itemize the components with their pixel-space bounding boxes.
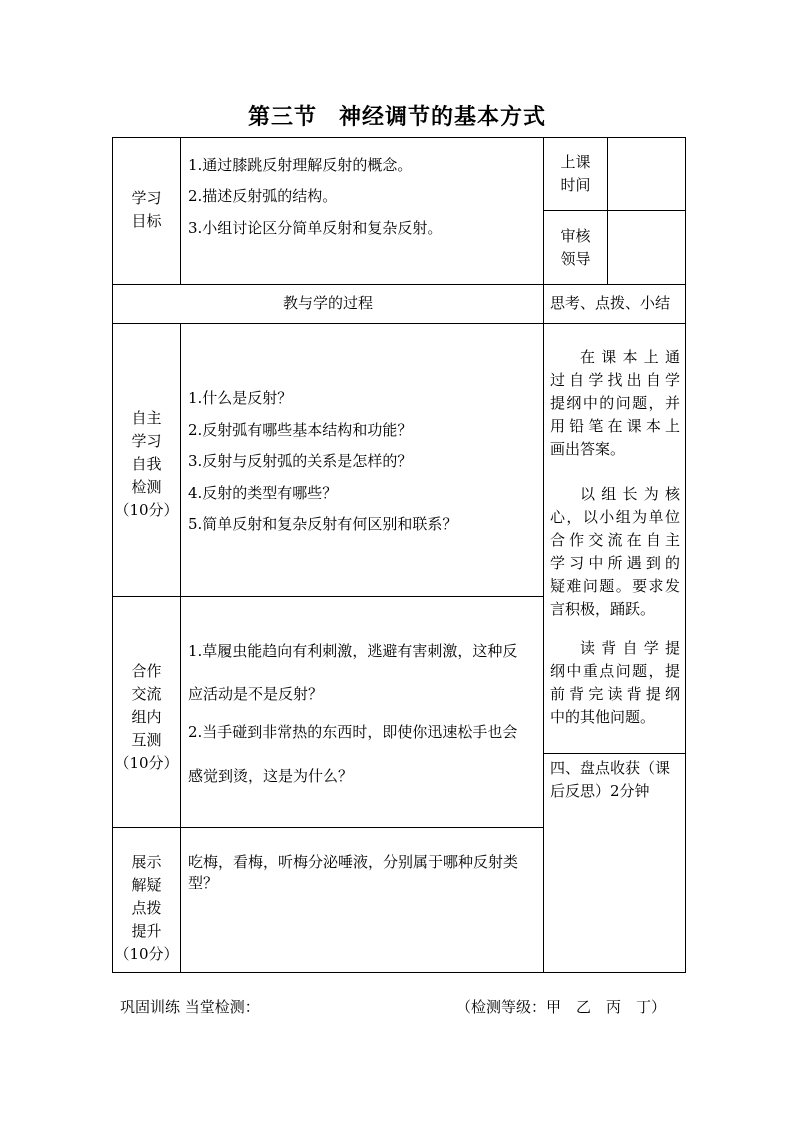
table-line-time-value [607, 137, 608, 285]
title-section: 第三节 [247, 104, 317, 130]
label-line: 自主 [131, 409, 162, 427]
table-border-right [685, 137, 686, 973]
class-time-label [544, 151, 607, 197]
label-line: 学习 [131, 432, 162, 450]
label-line: 合作 [131, 662, 162, 680]
side-note-line: 中的其他问题。 [550, 708, 656, 726]
table-border-top [112, 137, 686, 138]
side-note-line: 以组长为核 [580, 485, 680, 503]
table-line-section-label [180, 323, 181, 973]
label-line: 自我 [131, 455, 162, 473]
side-note-line: 用铅笔在课本上 [550, 417, 680, 435]
class-time-label-line: 时间 [560, 176, 591, 194]
reviewer-label-line: 领导 [560, 250, 591, 268]
side-note-line: 纲中重点问题，提 [550, 662, 680, 680]
label-line: 解疑 [131, 876, 162, 894]
label-line: 互测 [131, 731, 162, 749]
table-line-cooperation-bottom [112, 827, 543, 828]
objectives-label-line: 学习 [131, 189, 162, 207]
side-note-line: 合作交流在自主 [550, 531, 680, 549]
summary-note [550, 757, 685, 803]
objectives-label [113, 187, 180, 233]
objective-item: 2.描述反射弧的结构。 [188, 187, 338, 205]
objective-item: 1.通过膝跳反射理解反射的概念。 [188, 156, 413, 174]
side-note-line: 前背完读背提纲 [550, 685, 680, 703]
reviewer-label-line: 审核 [560, 227, 591, 245]
question-item: 3.反射与反射弧的关系是怎样的？ [188, 452, 413, 470]
footer-practice-label: 巩固训练 当堂检测： [120, 998, 260, 1016]
side-note-line: 读背自学提 [580, 639, 680, 657]
side-note-cooperation [550, 483, 680, 621]
table-line-self-study-bottom [112, 596, 543, 597]
display-label [113, 851, 180, 966]
table-line-objectives-label [180, 137, 181, 285]
summary-line: 后反思）2分钟 [550, 782, 650, 800]
side-note-line: 心，以小组为单位 [550, 508, 680, 526]
side-note-line: 提纲中的问题，并 [550, 394, 680, 412]
label-line: 组内 [131, 708, 162, 726]
question-item: 2.反射弧有哪些基本结构和功能？ [188, 421, 413, 439]
process-header: 教与学的过程 [282, 294, 373, 312]
label-line: 点拨 [131, 899, 162, 917]
question-line: 应活动是不是反射？ [188, 685, 324, 703]
label-line: （10分） [114, 754, 179, 772]
objectives-label-line: 目标 [131, 212, 162, 230]
question-line: 型？ [188, 874, 219, 892]
side-note-line: 在课本上通 [580, 348, 680, 366]
page-title [0, 100, 794, 131]
question-line: 感觉到烫，这是为什么？ [188, 767, 354, 785]
side-note-line: 画出答案。 [550, 440, 626, 458]
table-line-summary-top [543, 753, 686, 754]
label-line: 提升 [131, 922, 162, 940]
side-note-recite [550, 637, 680, 729]
self-study-label [113, 407, 180, 522]
label-line: 展示 [131, 853, 162, 871]
question-item: 1.什么是反射？ [188, 389, 293, 407]
class-time-label-line: 上课 [560, 153, 591, 171]
reviewer-label [544, 225, 607, 271]
table-line-time-divider [543, 210, 686, 211]
side-note-line: 过自学找出自学 [550, 371, 680, 389]
question-line: 2.当手碰到非常热的东西时，即使你迅速松手也会 [188, 723, 518, 741]
cooperation-label [113, 660, 180, 775]
question-item: 4.反射的类型有哪些？ [188, 484, 338, 502]
summary-line: 四、盘点收获（课 [550, 759, 671, 777]
side-note-self-study [550, 346, 680, 461]
side-note-line: 学习中所遇到的 [550, 554, 680, 572]
title-topic: 神经调节的基本方式 [339, 104, 547, 130]
question-line: 1.草履虫能趋向有利刺激，逃避有害刺激，这种反 [188, 642, 518, 660]
table-border-left [112, 137, 113, 973]
label-line: （10分） [114, 945, 179, 963]
table-border-bottom [112, 972, 686, 973]
side-header: 思考、点拨、小结 [550, 294, 671, 312]
table-line-header-bottom [112, 323, 686, 324]
side-note-line: 言积极，踊跃。 [550, 600, 656, 618]
table-line-objectives-bottom [112, 284, 686, 285]
question-item: 5.简单反射和复杂反射有何区别和联系？ [188, 515, 458, 533]
footer-grade-label: （检测等级：甲 乙 丙 丁） [456, 998, 667, 1016]
label-line: 交流 [131, 685, 162, 703]
label-line: （10分） [114, 501, 179, 519]
question-line: 吃梅，看梅，听梅分泌唾液，分别属于哪种反射类 [188, 853, 519, 871]
side-note-line: 疑难问题。要求发 [550, 577, 680, 595]
label-line: 检测 [131, 478, 162, 496]
objective-item: 3.小组讨论区分简单反射和复杂反射。 [188, 219, 443, 237]
